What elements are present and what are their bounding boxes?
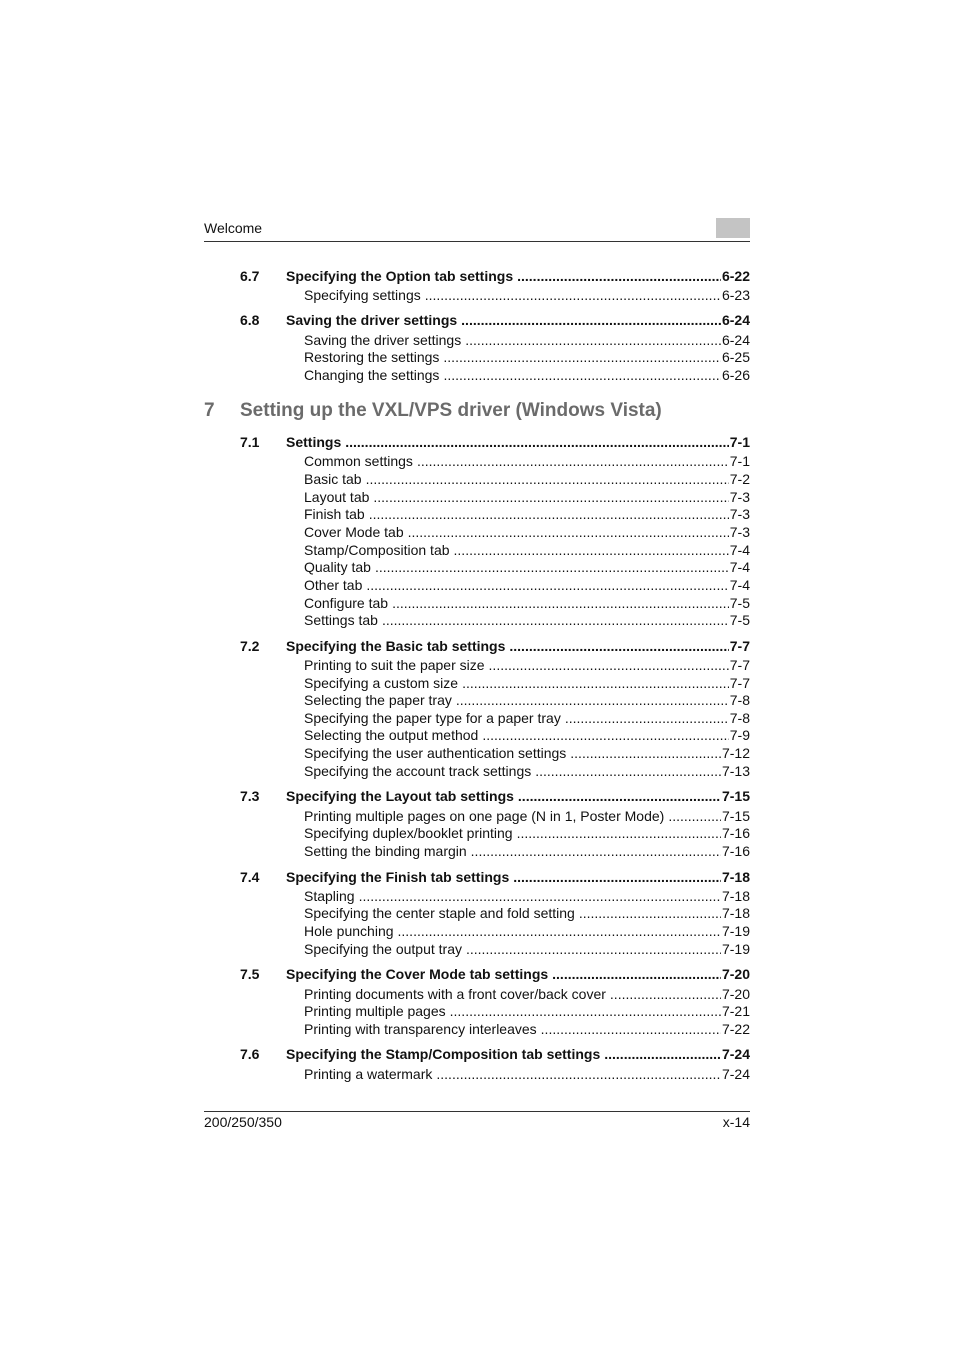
toc-entry-page: 6-25 [721, 349, 750, 365]
toc-dot-leader [382, 611, 729, 629]
toc-dot-leader [466, 940, 721, 958]
toc-section-entry[interactable] [0, 1045, 954, 1063]
toc-entry-title: Printing documents with a front cover/back cover [304, 986, 606, 1002]
toc-subsection-entry[interactable] [0, 807, 954, 825]
toc-dot-leader [450, 1002, 721, 1020]
toc-entry-line [304, 726, 750, 744]
toc-dot-leader [454, 541, 729, 559]
toc-subsection-entry[interactable] [0, 842, 954, 860]
toc-entry-line [304, 904, 750, 922]
toc-entry-page: 7-19 [721, 941, 750, 957]
toc-entry-page: 7-16 [721, 825, 750, 841]
toc-entry-title: Specifying a custom size [304, 675, 459, 691]
toc-dot-leader [579, 904, 721, 922]
toc-entry-page: 7-5 [729, 595, 750, 611]
toc-entry-title: Specifying the user authentication settings [304, 745, 567, 761]
toc-entry-title: Finish tab [304, 506, 365, 522]
toc-entry-line [286, 433, 750, 451]
toc-subsection-entry[interactable] [0, 1065, 954, 1083]
toc-entry-title: Common settings [304, 453, 413, 469]
toc-dot-leader [541, 1020, 721, 1038]
toc-subsection-entry[interactable] [0, 286, 954, 304]
toc-entry-page: 7-15 [721, 788, 750, 804]
toc-entry-line [304, 558, 750, 576]
toc-entry-title: Specifying the output tray [304, 941, 462, 957]
toc-section-entry[interactable] [0, 787, 954, 805]
toc-section-entry[interactable] [0, 267, 954, 285]
toc-dot-leader [509, 637, 728, 655]
toc-entry-title: Basic tab [304, 471, 362, 487]
toc-entry-line [304, 887, 750, 905]
toc-entry-title: Settings [286, 434, 342, 450]
toc-entry-title: Stapling [304, 888, 355, 904]
toc-entry-line [286, 965, 750, 983]
toc-entry-line [304, 1065, 750, 1083]
toc-entry-line [286, 787, 750, 805]
toc-dot-leader [482, 726, 728, 744]
toc-dot-leader [517, 267, 721, 285]
toc-section-number: 7.4 [240, 869, 260, 885]
toc-subsection-entry[interactable] [0, 366, 954, 384]
toc-entry-line [304, 824, 750, 842]
toc-entry-line [304, 744, 750, 762]
toc-entry-page: 7-5 [729, 612, 750, 628]
toc-subsection-entry[interactable] [0, 594, 954, 612]
toc-subsection-entry[interactable] [0, 940, 954, 958]
toc-subsection-entry[interactable] [0, 611, 954, 629]
toc-entry-line [304, 611, 750, 629]
toc-entry-line [304, 674, 750, 692]
toc-entry-line [286, 868, 750, 886]
toc-dot-leader [668, 807, 721, 825]
toc-dot-leader [535, 762, 721, 780]
toc-entry-page: 6-24 [721, 312, 750, 328]
toc-dot-leader [570, 744, 721, 762]
toc-entry-line [304, 576, 750, 594]
toc-subsection-entry[interactable] [0, 558, 954, 576]
toc-entry-line [286, 1045, 750, 1063]
toc-subsection-entry[interactable] [0, 985, 954, 1003]
toc-entry-page: 7-20 [721, 966, 750, 982]
toc-subsection-entry[interactable] [0, 744, 954, 762]
toc-subsection-entry[interactable] [0, 887, 954, 905]
toc-entry-line [304, 807, 750, 825]
toc-subsection-entry[interactable] [0, 726, 954, 744]
toc-entry-title: Quality tab [304, 559, 371, 575]
toc-entry-title: Printing a watermark [304, 1066, 433, 1082]
toc-entry-page: 7-24 [721, 1066, 750, 1082]
toc-section-entry[interactable] [0, 965, 954, 983]
toc-entry-page: 7-15 [721, 808, 750, 824]
toc-dot-leader [373, 488, 728, 506]
toc-entry-page: 7-16 [721, 843, 750, 859]
toc-entry-page: 7-9 [729, 727, 750, 743]
toc-entry-title: Specifying settings [304, 287, 421, 303]
toc-entry-line [304, 331, 750, 349]
footer-model: 200/250/350 [204, 1114, 282, 1130]
toc-entry-line [304, 985, 750, 1003]
toc-entry-page: 7-24 [721, 1046, 750, 1062]
toc-dot-leader [366, 470, 729, 488]
toc-entry-line [304, 656, 750, 674]
toc-subsection-entry[interactable] [0, 505, 954, 523]
footer-page-number: x-14 [722, 1114, 750, 1130]
toc-entry-page: 7-18 [721, 888, 750, 904]
toc-entry-page: 6-22 [721, 268, 750, 284]
toc-dot-leader [513, 868, 721, 886]
toc-entry-title: Specifying the paper type for a paper tray [304, 710, 561, 726]
chapter-title: Setting up the VXL/VPS driver (Windows Vista) [240, 400, 662, 421]
toc-entry-title: Printing to suit the paper size [304, 657, 485, 673]
toc-subsection-entry[interactable] [0, 523, 954, 541]
toc-entry-line [304, 366, 750, 384]
toc-subsection-entry[interactable] [0, 656, 954, 674]
toc-entry-line [304, 470, 750, 488]
toc-entry-line [304, 1020, 750, 1038]
toc-dot-leader [398, 922, 721, 940]
toc-entry-line [286, 637, 750, 655]
toc-entry-page: 7-7 [729, 657, 750, 673]
toc-dot-leader [610, 985, 721, 1003]
toc-subsection-entry[interactable] [0, 452, 954, 470]
toc-entry-title: Specifying the account track settings [304, 763, 532, 779]
toc-dot-leader [462, 674, 729, 692]
toc-entry-line [286, 311, 750, 329]
toc-dot-leader [552, 965, 721, 983]
toc-entry-page: 6-23 [721, 287, 750, 303]
toc-entry-page: 7-19 [721, 923, 750, 939]
toc-subsection-entry[interactable] [0, 470, 954, 488]
toc-entry-title: Stamp/Composition tab [304, 542, 450, 558]
toc-subsection-entry[interactable] [0, 904, 954, 922]
toc-entry-page: 7-3 [729, 489, 750, 505]
chapter-number: 7 [204, 400, 215, 421]
toc-entry-line [304, 691, 750, 709]
toc-dot-leader [565, 709, 729, 727]
toc-dot-leader [443, 366, 721, 384]
toc-entry-page: 7-22 [721, 1021, 750, 1037]
toc-entry-title: Cover Mode tab [304, 524, 404, 540]
toc-entry-page: 7-3 [729, 506, 750, 522]
toc-dot-leader [465, 331, 721, 349]
toc-dot-leader [366, 576, 728, 594]
toc-entry-title: Changing the settings [304, 367, 440, 383]
toc-dot-leader [417, 452, 729, 470]
toc-subsection-entry[interactable] [0, 331, 954, 349]
toc-entry-page: 7-7 [729, 675, 750, 691]
toc-subsection-entry[interactable] [0, 488, 954, 506]
toc-entry-page: 7-1 [729, 434, 750, 450]
toc-dot-leader [456, 691, 729, 709]
toc-entry-title: Printing multiple pages on one page (N in 1, Poster Mode) [304, 808, 665, 824]
toc-entry-title: Specifying duplex/booklet printing [304, 825, 513, 841]
toc-entry-line [304, 523, 750, 541]
toc-entry-title: Specifying the Basic tab settings [286, 638, 506, 654]
toc-entry-title: Printing multiple pages [304, 1003, 446, 1019]
toc-entry-page: 7-4 [729, 577, 750, 593]
toc-section-number: 7.5 [240, 966, 260, 982]
toc-entry-line [286, 267, 750, 285]
toc-entry-page: 7-4 [729, 542, 750, 558]
toc-entry-page: 7-2 [729, 471, 750, 487]
toc-entry-title: Specifying the Stamp/Composition tab settings [286, 1046, 601, 1062]
toc-entry-line [304, 842, 750, 860]
toc-entry-line [304, 348, 750, 366]
toc-subsection-entry[interactable] [0, 576, 954, 594]
toc-entry-title: Setting the binding margin [304, 843, 467, 859]
toc-section-entry[interactable] [0, 311, 954, 329]
toc-dot-leader [604, 1045, 721, 1063]
toc-section-entry[interactable] [0, 868, 954, 886]
toc-entry-line [304, 488, 750, 506]
toc-entry-title: Specifying the Layout tab settings [286, 788, 514, 804]
toc-entry-page: 7-20 [721, 986, 750, 1002]
toc-section-entry[interactable] [0, 433, 954, 451]
toc-entry-title: Other tab [304, 577, 363, 593]
toc-entry-line [304, 922, 750, 940]
toc-subsection-entry[interactable] [0, 348, 954, 366]
toc-dot-leader [518, 787, 721, 805]
toc-entry-title: Specifying the center staple and fold setting [304, 905, 575, 921]
toc-entry-title: Specifying the Cover Mode tab settings [286, 966, 549, 982]
toc-dot-leader [392, 594, 729, 612]
toc-entry-title: Layout tab [304, 489, 370, 505]
toc-subsection-entry[interactable] [0, 709, 954, 727]
toc-subsection-entry[interactable] [0, 541, 954, 559]
toc-subsection-entry[interactable] [0, 1020, 954, 1038]
toc-dot-leader [471, 842, 721, 860]
toc-dot-leader [375, 558, 729, 576]
toc-dot-leader [489, 656, 729, 674]
toc-entry-line [304, 541, 750, 559]
toc-entry-page: 7-18 [721, 905, 750, 921]
toc-entry-title: Configure tab [304, 595, 389, 611]
toc-entry-title: Selecting the output method [304, 727, 479, 743]
toc-entry-line [304, 709, 750, 727]
toc-section-number: 7.2 [240, 638, 260, 654]
toc-dot-leader [436, 1065, 721, 1083]
toc-entry-title: Printing with transparency interleaves [304, 1021, 537, 1037]
toc-subsection-entry[interactable] [0, 691, 954, 709]
toc-entry-page: 7-13 [721, 763, 750, 779]
toc-entry-line [304, 594, 750, 612]
toc-entry-line [304, 1002, 750, 1020]
toc-dot-leader [443, 348, 721, 366]
toc-entry-line [304, 452, 750, 470]
toc-entry-page: 7-4 [729, 559, 750, 575]
toc-entry-page: 7-3 [729, 524, 750, 540]
toc-entry-page: 7-7 [729, 638, 750, 654]
toc-dot-leader [425, 286, 721, 304]
toc-section-number: 7.6 [240, 1046, 260, 1062]
toc-subsection-entry[interactable] [0, 922, 954, 940]
toc-entry-page: 7-1 [729, 453, 750, 469]
toc-dot-leader [345, 433, 729, 451]
toc-entry-title: Saving the driver settings [304, 332, 462, 348]
toc-dot-leader [359, 887, 721, 905]
toc-dot-leader [517, 824, 721, 842]
toc-subsection-entry[interactable] [0, 1002, 954, 1020]
toc-section-number: 6.8 [240, 312, 260, 328]
toc-entry-title: Hole punching [304, 923, 394, 939]
toc-entry-title: Specifying the Finish tab settings [286, 869, 510, 885]
toc-section-number: 7.3 [240, 788, 260, 804]
toc-dot-leader [369, 505, 729, 523]
toc-section-entry[interactable] [0, 637, 954, 655]
toc-entry-page: 6-26 [721, 367, 750, 383]
toc-entry-line [304, 286, 750, 304]
toc-entry-page: 7-21 [721, 1003, 750, 1019]
toc-entry-title: Restoring the settings [304, 349, 440, 365]
footer-rule [204, 1111, 750, 1112]
toc-subsection-entry[interactable] [0, 674, 954, 692]
toc-entry-page: 7-8 [729, 692, 750, 708]
toc-entry-page: 6-24 [721, 332, 750, 348]
toc-entry-line [304, 762, 750, 780]
toc-subsection-entry[interactable] [0, 824, 954, 842]
toc-entry-page: 7-8 [729, 710, 750, 726]
toc-entry-title: Specifying the Option tab settings [286, 268, 514, 284]
toc-dot-leader [408, 523, 729, 541]
toc-section-number: 6.7 [240, 268, 260, 284]
toc-entry-title: Settings tab [304, 612, 378, 628]
toc-entry-page: 7-18 [721, 869, 750, 885]
toc-entry-line [304, 940, 750, 958]
toc-entry-page: 7-12 [721, 745, 750, 761]
toc-subsection-entry[interactable] [0, 762, 954, 780]
header-title: Welcome [204, 220, 263, 236]
toc-entry-title: Saving the driver settings [286, 312, 458, 328]
toc-entry-line [304, 505, 750, 523]
toc-section-number: 7.1 [240, 434, 260, 450]
toc-entry-title: Selecting the paper tray [304, 692, 452, 708]
toc-dot-leader [461, 311, 721, 329]
